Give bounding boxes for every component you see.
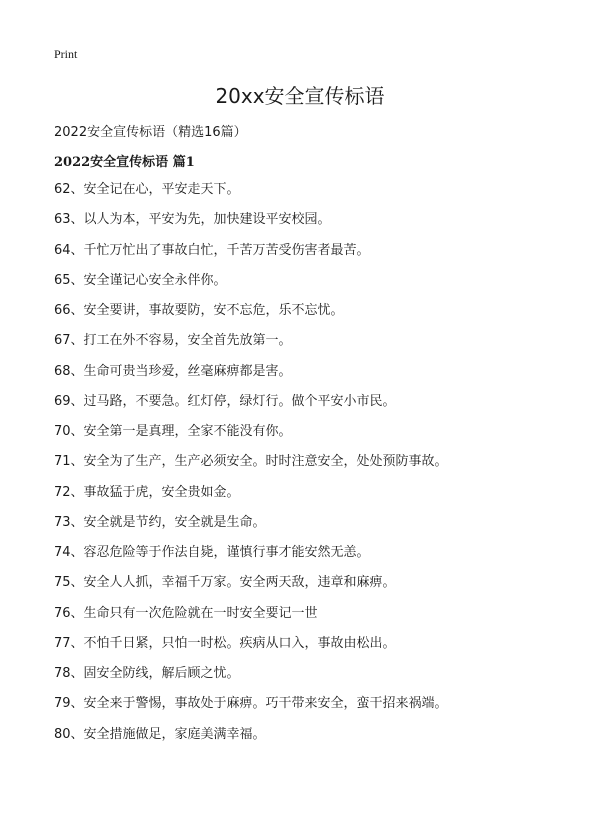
slogan-item: 72、事故猛于虎，安全贵如金。	[54, 484, 240, 500]
slogan-item: 64、千忙万忙出了事故白忙，千苦万苦受伤害者最苦。	[54, 242, 370, 258]
slogan-item: 74、容忍危险等于作法自毙，谨慎行事才能安然无恙。	[54, 545, 370, 560]
section-heading: 2022安全宣传标语 篇1	[54, 155, 195, 170]
document-title: 20xx安全宣传标语	[215, 84, 385, 108]
slogan-item: 67、打工在外不容易，安全首先放第一。	[54, 333, 292, 349]
slogan-item: 78、固安全防线，解后顾之忧。	[54, 666, 240, 681]
slogan-item: 77、不怕千日紧，只怕一时松。疾病从口入，事故由松出。	[54, 635, 396, 651]
slogan-item: 63、以人为本，平安为先，加快建设平安校园。	[54, 212, 331, 228]
slogan-item: 75、安全人人抓，幸福千万家。安全两天敌，违章和麻痹。	[54, 575, 396, 591]
print-link[interactable]: Print	[54, 47, 78, 61]
slogan-item: 62、安全记在心，平安走天下。	[54, 182, 240, 197]
slogan-item: 71、安全为了生产，生产必须安全。时时注意安全，处处预防事故。	[54, 454, 448, 470]
slogan-item: 68、生命可贵当珍爱，丝毫麻痹都是害。	[54, 363, 292, 379]
slogan-item: 65、安全谨记心安全永伴你。	[54, 272, 227, 288]
slogan-item: 80、安全措施做足，家庭美满幸福。	[54, 726, 266, 742]
slogan-item: 70、安全第一是真理，全家不能没有你。	[54, 424, 292, 439]
slogan-list	[54, 180, 448, 755]
slogan-item: 66、安全要讲，事故要防，安不忘危，乐不忘忧。	[54, 303, 344, 318]
slogan-item: 69、过马路，不要急。红灯停，绿灯行。做个平安小市民。	[54, 393, 396, 409]
slogan-item: 73、安全就是节约，安全就是生命。	[54, 514, 266, 530]
slogan-item: 79、安全来于警惕，事故处于麻痹。巧干带来安全，蛮干招来祸端。	[54, 696, 448, 712]
document-subtitle: 2022安全宣传标语（精选16篇）	[54, 125, 247, 140]
slogan-item: 76、生命只有一次危险就在一时安全要记一世	[54, 605, 318, 621]
